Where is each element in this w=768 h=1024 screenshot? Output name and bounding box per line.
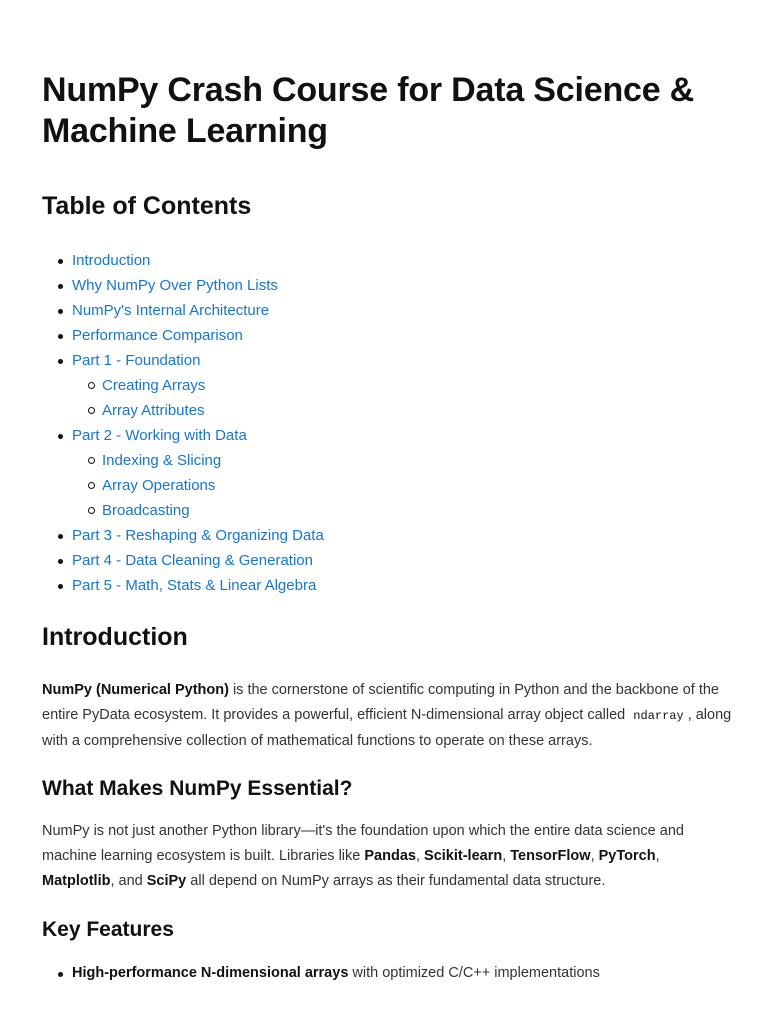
toc-item [42,348,324,373]
lib-scikit-learn: Scikit-learn [424,848,503,864]
toc-item [42,573,324,598]
toc-link-part-2[interactable]: Part 2 - Working with Data [72,427,247,444]
feature-bold: High-performance N-dimensional arrays [72,965,349,981]
lib-separator: , [655,848,660,864]
toc-item [42,523,324,548]
toc-subitem [42,373,324,398]
lib-scipy: SciPy [146,873,187,889]
intro-text-1: is the cornerstone of scientific computing in Python and the backbone of the entire PyData ecosystem. It provides a powerful, efficient N-dimensional array object called [42,682,719,723]
toc-link-why-numpy[interactable]: Why NumPy Over Python Lists [72,277,278,294]
toc-item [42,548,324,573]
lib-separator: , [590,848,599,864]
toc-link-array-attributes[interactable]: Array Attributes [102,402,205,419]
toc-link-indexing-slicing[interactable]: Indexing & Slicing [102,452,222,469]
lib-pytorch: PyTorch [598,848,656,864]
lib-matplotlib: Matplotlib [42,873,111,889]
intro-text-2: , along with a comprehensive collection of mathematical functions to operate on these arrays. [42,707,732,749]
feature-text: with optimized C/C++ implementations [348,965,600,981]
toc-item [42,273,324,298]
toc-item [42,423,324,448]
toc-subitem [42,398,324,423]
toc-link-array-operations[interactable]: Array Operations [102,477,216,494]
toc-link-performance-comparison[interactable]: Performance Comparison [72,327,243,344]
essential-text-2: all depend on NumPy arrays as their fundamental data structure. [186,873,606,889]
lib-tensorflow: TensorFlow [510,848,591,864]
essential-heading: What Makes NumPy Essential? [42,777,353,800]
essential-paragraph [42,819,732,894]
introduction-paragraph [42,678,732,754]
lib-separator: , [415,848,425,864]
toc-item [42,323,324,348]
toc-item [42,298,324,323]
toc-link-part-3[interactable]: Part 3 - Reshaping & Organizing Data [72,527,324,544]
toc-link-introduction[interactable]: Introduction [72,252,151,269]
toc-link-part-1[interactable]: Part 1 - Foundation [72,352,201,369]
toc-item [42,248,324,273]
lib-separator: , [502,848,511,864]
essential-text-1: NumPy is not just another Python library—it's the foundation upon which the entire data science and machine learning ecosystem is built. Libraries like [42,823,684,864]
toc-subitem [42,498,324,523]
ndarray-code: ndarray [633,709,684,723]
key-features-heading: Key Features [42,918,174,941]
toc-subitem [42,473,324,498]
toc-subitem [42,448,324,473]
table-of-contents [42,248,324,598]
toc-heading: Table of Contents [42,192,252,220]
list-item [42,962,600,985]
lib-separator: , and [110,873,147,889]
toc-link-part-5[interactable]: Part 5 - Math, Stats & Linear Algebra [72,577,317,594]
key-features-list [42,962,600,985]
toc-link-internal-architecture[interactable]: NumPy's Internal Architecture [72,302,270,319]
page-title: NumPy Crash Course for Data Science & Machine Learning [42,71,695,150]
toc-link-broadcasting[interactable]: Broadcasting [102,502,190,519]
numpy-bold-lead: NumPy (Numerical Python) [42,682,229,698]
introduction-heading: Introduction [42,623,188,651]
toc-link-part-4[interactable]: Part 4 - Data Cleaning & Generation [72,552,313,569]
lib-pandas: Pandas [364,848,416,864]
toc-link-creating-arrays[interactable]: Creating Arrays [102,377,206,394]
